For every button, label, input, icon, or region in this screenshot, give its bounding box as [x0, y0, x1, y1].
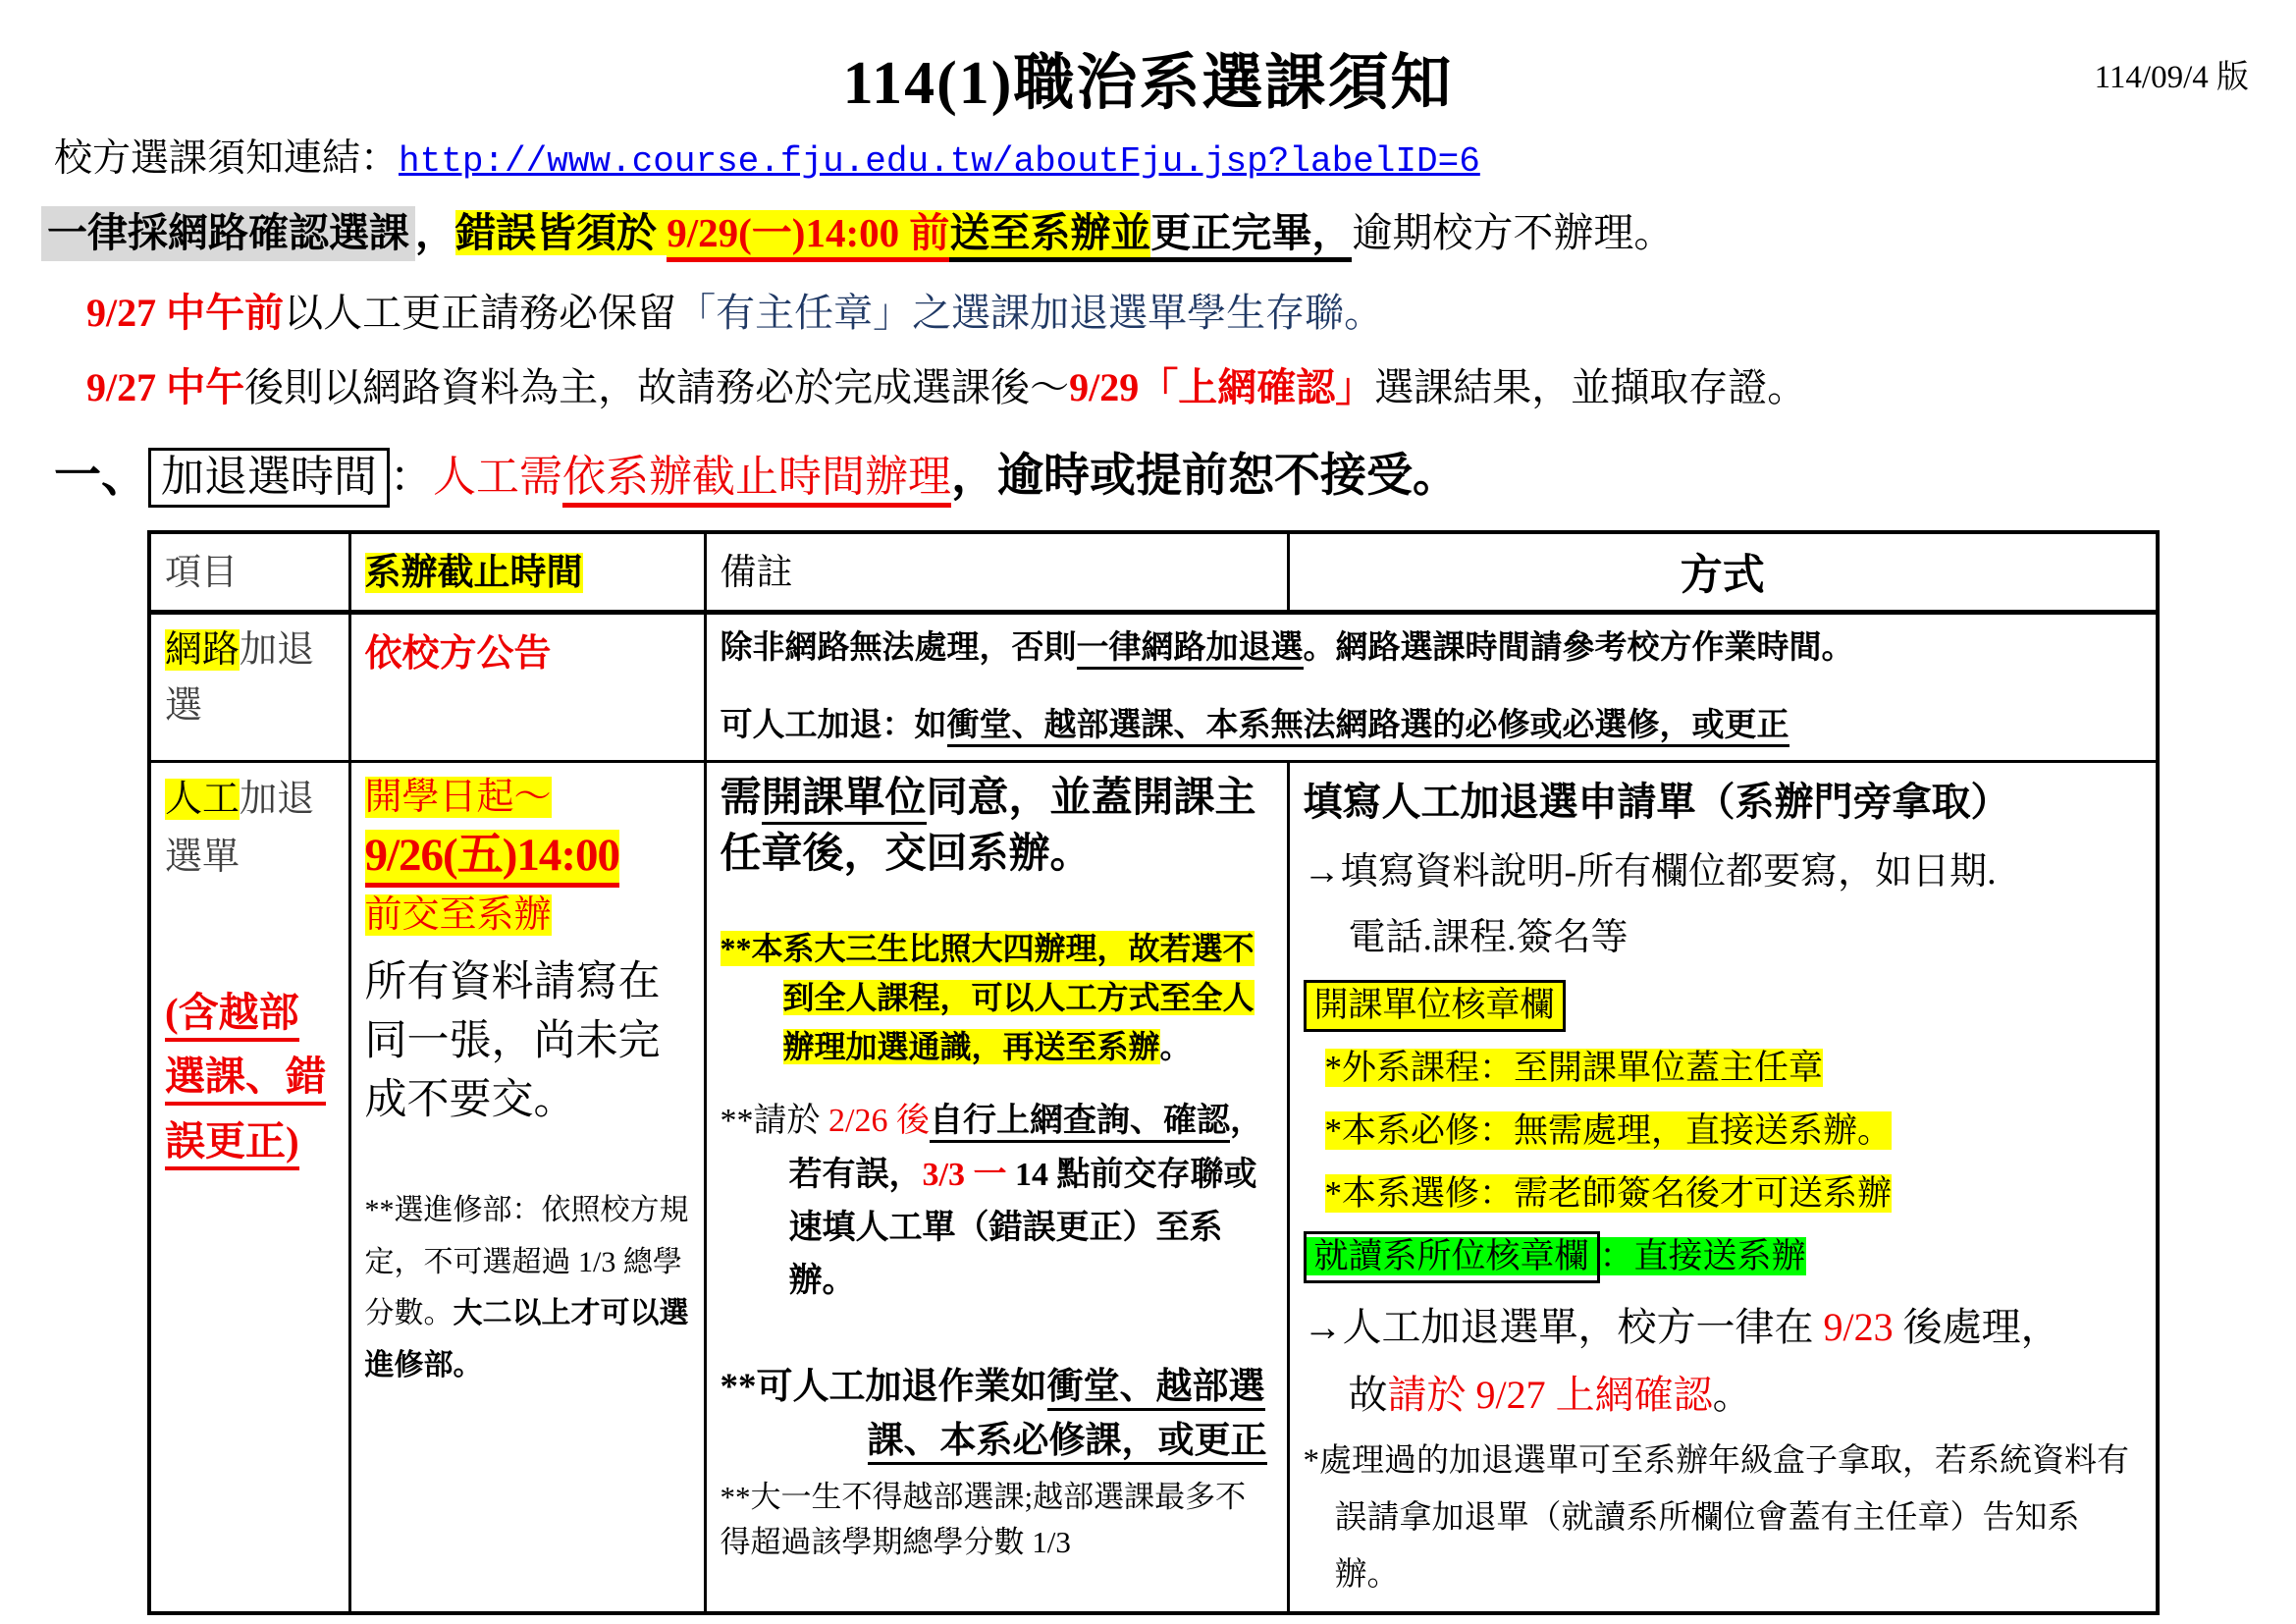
school-link-url[interactable]: http://www.course.fju.edu.tw/aboutFju.jsp?labelID=6	[399, 141, 1480, 182]
section-number: 一、	[54, 450, 149, 503]
row1-note1-underlined: 一律網路加退選	[1077, 630, 1304, 670]
note-p3-red-date: 2/26 後	[828, 1103, 930, 1140]
row2-item-cell	[149, 762, 349, 1614]
section-bold-tail: 逾時或提前恕不接受。	[997, 451, 1460, 503]
method-yellow-line-1-text: *外系課程：至開課單位蓋主任章	[1324, 1049, 1824, 1088]
notice1-comma: ，	[415, 210, 455, 255]
notice3-black-tail: 選課結果，並擷取存證。	[1374, 365, 1807, 410]
method-green-line	[1304, 1229, 2143, 1278]
notice2-navy-text: 「有主任章」之選課加退選單學生存聯。	[676, 291, 1384, 336]
method-p9-red-date: 9/23	[1823, 1305, 1894, 1350]
note-p2-highlight: **本系大三生比照大四辦理，故若選不到全人課程，可以人工方式至全人辦理加選通識，再送至系辦	[720, 931, 1255, 1064]
header-method	[1288, 532, 2158, 613]
row2-note-cell	[705, 762, 1288, 1614]
note-p3-pre: **請於	[720, 1103, 828, 1140]
method-yellow-line-3-text: *本系選修：需老師簽名後才可送系辦	[1324, 1174, 1893, 1214]
notice1-yellow-underlined: 送至系辦並	[949, 210, 1150, 262]
section-red-plain: 人工需	[433, 453, 563, 502]
school-link-line	[54, 128, 2296, 183]
note-p1-post: 同意，並蓋開課主任章後，交回系辦。	[720, 776, 1256, 877]
note-paragraph-3	[721, 1095, 1273, 1309]
notice1-yellow-pre: 錯誤皆須於	[455, 210, 667, 255]
note-p1-underlined: 開課單位	[762, 776, 927, 825]
header-note-label: 備註	[720, 553, 793, 594]
method-paragraph-1: 填寫人工加退選申請單（系辦門旁拿取）	[1303, 780, 2010, 825]
row1-note1-post: 。網路選課時間請參考校方作業時間。	[1303, 630, 1854, 667]
method-green-box: 就讀系所位核章欄	[1304, 1231, 1600, 1283]
header-note	[705, 532, 1288, 613]
note-paragraph-5: **大一生不得越部選課;越部選課最多不得超過該學期總學分數 1/3	[720, 1479, 1247, 1560]
section-heading	[54, 437, 2296, 505]
row2-item-highlight: 人工	[165, 779, 240, 821]
row2-item-title	[165, 771, 335, 887]
deadline-body: 所有資料請寫在同一張，尚未完成不要交。	[364, 958, 661, 1123]
method-paragraph-10	[1304, 1364, 2143, 1420]
notice3-red-confirm: 9/29「上網確認」	[1069, 365, 1375, 410]
notice3-black-text: 後則以網路資料為主，故請務必於完成選課後～	[244, 365, 1070, 410]
row1-item-rest: 加退選	[165, 629, 315, 728]
note-p1-pre: 需	[720, 776, 762, 822]
note-paragraph-2	[721, 925, 1273, 1071]
method-yellow-line-1	[1304, 1041, 2143, 1090]
note-p3-mid: ，若有誤，	[788, 1103, 1263, 1193]
deadline-smallnote	[365, 1185, 690, 1391]
method-green-rest: ：直接送系辦	[1599, 1237, 1806, 1276]
row2-deadline-cell	[349, 762, 705, 1614]
notice2-red-date: 9/27 中午前	[86, 291, 285, 336]
notice1-black-underlined: 更正完畢，	[1150, 210, 1352, 262]
notice-line-1	[41, 204, 2296, 262]
note-p4-pre: **可人工加退作業如	[720, 1366, 1047, 1407]
method-paragraph-9	[1304, 1296, 2143, 1352]
method-paragraph-2: →填寫資料說明-所有欄位都要寫，如日期.	[1303, 851, 1997, 893]
deadline-heading-1-text: 開學日起～	[364, 777, 552, 819]
section-colon: ：	[390, 453, 434, 502]
row1-note-line1	[721, 623, 2143, 675]
header-method-label: 方式	[1680, 553, 1765, 600]
deadline-smallnote-pre: **選進修部：依照校方規定，不可選超過 1/3 總學分數。	[364, 1194, 689, 1330]
notice3-red-date: 9/27 中午	[86, 365, 245, 410]
row1-note1-pre: 除非網路無法處理，否則	[720, 630, 1077, 667]
method-p9-post: 後處理，	[1893, 1305, 2060, 1350]
notice1-red-deadline: 9/29(一)14:00 前	[667, 210, 949, 262]
note-p3-post: 14 點前交存聯或速填人工單（錯誤更正）至系辦。	[788, 1156, 1257, 1300]
section-comma: ，	[951, 451, 998, 503]
section-boxed-title: 加退選時間	[148, 448, 390, 508]
deadline-heading-3	[365, 888, 690, 944]
deadline-heading-2	[365, 825, 690, 887]
section-red-underlined: 依系辦截止時間辦理	[562, 453, 951, 508]
add-drop-schedule-table	[147, 530, 2160, 1615]
row2-item-rest: 加退選單	[165, 779, 315, 878]
row2-method-cell	[1288, 762, 2158, 1614]
row2-item-note-text: (含越部選課、錯誤更正)	[165, 990, 326, 1170]
note-paragraph-4	[721, 1360, 1273, 1469]
deadline-smallnote-bold: 大二以上才可以選進修部。	[364, 1297, 689, 1381]
header-item	[149, 532, 349, 613]
notice-line-2	[86, 286, 2296, 341]
table-row-online	[149, 613, 2158, 762]
table-header-row	[149, 532, 2158, 613]
row1-note-cell	[705, 613, 2158, 762]
header-item-label: 項目	[165, 553, 238, 594]
document-header	[0, 0, 2296, 117]
note-p4-underlined: 衝堂、越部選課、本系必修課，或更正	[868, 1367, 1267, 1466]
notice-line-3	[86, 360, 2296, 415]
note-p2-tail: 。	[1159, 1028, 1192, 1064]
note-p3-red-date2: 3/3 一	[922, 1156, 1007, 1193]
method-green-line-inner	[1304, 1237, 1806, 1275]
notice1-gray-chip: 一律採網路確認選課	[41, 206, 415, 261]
method-p10-pre: 故	[1348, 1373, 1388, 1418]
row1-note2-underlined: 衝堂、越部選課、本系無法網路選的必修或必選修，或更正	[947, 708, 1789, 747]
method-paragraph-3: 電話.課程.簽名等	[1348, 917, 1629, 959]
row1-item-cell	[149, 613, 349, 762]
page-title: 114(1)職治系選課須知	[842, 50, 1454, 117]
row1-note-line2	[721, 700, 2143, 752]
method-yellow-line-2	[1304, 1104, 2143, 1153]
school-link-label: 校方選課須知連結：	[54, 137, 400, 180]
notice1-tail: 逾期校方不辦理。	[1352, 210, 1675, 255]
method-paragraph-11: *處理過的加退選單可至系辦年級盒子拿取，若系統資料有誤請拿加退單（就讀系所欄位會蓋有主任章）告知系辦。	[1303, 1443, 2129, 1593]
note-paragraph-1	[721, 771, 1273, 882]
deadline-heading-2-text: 9/26(五)14:00	[365, 830, 620, 888]
method-stamp-box-line	[1304, 978, 2143, 1027]
row1-item-highlight: 網路	[165, 629, 240, 672]
deadline-heading-3-text: 前交至系辦	[364, 893, 552, 936]
row1-note2-pre: 可人工加退：如	[720, 708, 947, 744]
notice2-black-text: 以人工更正請務必保留	[284, 291, 677, 336]
deadline-heading-1	[365, 771, 690, 825]
version-label: 114/09/4 版	[2094, 60, 2249, 95]
method-p10-red: 請於 9/27 上網確認	[1387, 1373, 1713, 1418]
row2-item-note	[165, 981, 335, 1174]
header-deadline-label: 系辦截止時間	[364, 553, 583, 594]
method-stamp-box: 開課單位核章欄	[1304, 980, 1566, 1032]
row1-deadline-cell: 依校方公告	[349, 613, 705, 762]
note-p3-underlined: 自行上網查詢、確認	[930, 1103, 1230, 1143]
header-deadline	[349, 532, 705, 613]
table-row-manual	[149, 762, 2158, 1614]
method-p9-pre: →人工加退選單，校方一律在	[1303, 1305, 1824, 1350]
method-yellow-line-2-text: *本系必修：無需處理，直接送系辦。	[1324, 1111, 1893, 1151]
method-yellow-line-3	[1304, 1166, 2143, 1216]
method-p10-post: 。	[1712, 1373, 1752, 1418]
